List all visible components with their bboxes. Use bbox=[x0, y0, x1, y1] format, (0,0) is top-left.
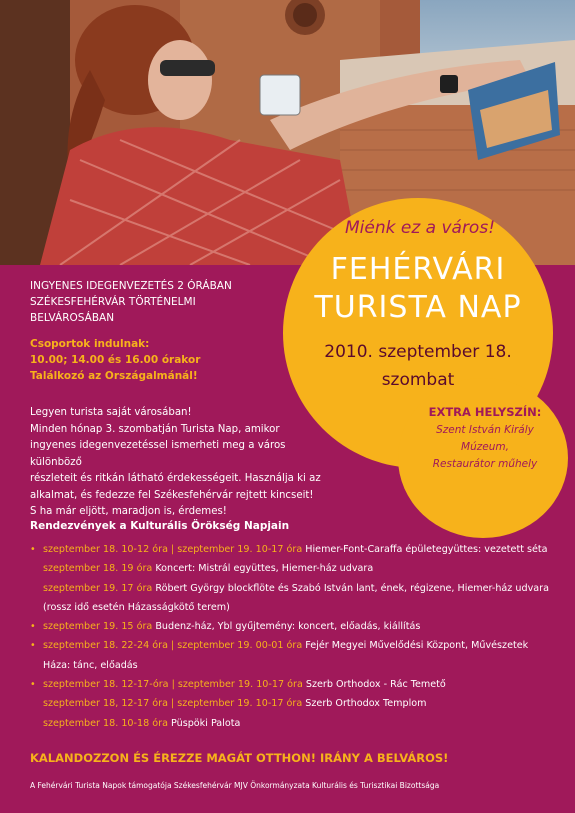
event-date-time: szeptember 18. 19 óra bbox=[43, 563, 153, 575]
event-description: Hiemer-Font-Caraffa épületegyüttes: vezetett séta bbox=[305, 544, 548, 555]
event-row bbox=[30, 598, 555, 617]
event-date-time: szeptember 18. 10-18 óra bbox=[43, 717, 168, 729]
extra-location-text bbox=[405, 422, 565, 473]
event-date-time: szeptember 18. 10-12 óra | szeptember 19. 10-17 óra bbox=[43, 544, 303, 555]
event-description: Szerb Orthodox Templom bbox=[305, 698, 427, 710]
event-date: 2010. szeptember 18. bbox=[324, 342, 512, 362]
extra-line-3: Restaurátor műhely bbox=[432, 458, 538, 470]
event-day: szombat bbox=[381, 370, 455, 390]
event-title-line1: FEHÉRVÁRI bbox=[330, 252, 506, 287]
event-date-time: szeptember 18. 22-24 óra | szeptember 19. 00-01 óra bbox=[43, 640, 303, 652]
event-description: Koncert: Mistrál együttes, Hiemer-ház udvara bbox=[155, 563, 374, 575]
free-tour-text bbox=[30, 278, 280, 326]
free-tour-line-2: SZÉKESFEHÉRVÁR TÖRTÉNELMI bbox=[30, 296, 196, 308]
extra-line-1: Szent István Király bbox=[436, 424, 534, 436]
free-tour-line-1: INGYENES IDEGENVEZETÉS 2 ÓRÁBAN bbox=[30, 280, 232, 292]
sponsor-footer: A Fehérvári Turista Napok támogatója Székesfehérvár MJV Önkormányzata Kulturális és Turisztikai Bizottsága bbox=[30, 781, 440, 790]
events-list bbox=[30, 540, 555, 733]
bullet-icon: • bbox=[30, 621, 36, 633]
intro-line-1: Legyen turista saját városában! bbox=[30, 407, 192, 418]
bullet-icon: • bbox=[30, 640, 36, 652]
intro-line-6: S ha már eljött, maradjon is, érdemes! bbox=[30, 506, 227, 517]
intro-line-2: Minden hónap 3. szombatján Turista Nap, amikor bbox=[30, 423, 280, 435]
event-description: Budenz-ház, Ybl gyűjtemény: koncert, előadás, kiállítás bbox=[155, 621, 421, 633]
event-description: Fejér Megyei Művelődési Központ, Művészetek bbox=[305, 640, 529, 652]
event-row bbox=[30, 540, 555, 559]
event-description: Röbert György blockflöte és Szabó István lant, ének, régizene, Hiemer-ház udvara bbox=[155, 582, 549, 594]
event-row bbox=[30, 694, 555, 713]
event-row bbox=[30, 656, 555, 675]
bullet-icon: • bbox=[30, 679, 36, 691]
extra-line-2: Múzeum, bbox=[461, 441, 509, 453]
intro-line-4: részleteit és ritkán látható érdekességeit. Használja ki az bbox=[30, 473, 321, 484]
event-title-line2: TURISTA NAP bbox=[314, 290, 522, 325]
event-row bbox=[30, 617, 555, 636]
event-date-time: szeptember 18, 12-17 óra | szeptember 19. 10-17 óra bbox=[43, 698, 303, 710]
event-row bbox=[30, 714, 555, 733]
event-description: (rossz idő esetén Házasságkötő terem) bbox=[43, 601, 230, 613]
event-row bbox=[30, 579, 555, 598]
groups-line-2: 10.00; 14.00 és 16.00 órakor bbox=[30, 354, 201, 366]
event-description: Püspöki Palota bbox=[171, 717, 241, 729]
events-heading: Rendezvények a Kulturális Örökség Napjain bbox=[30, 520, 290, 532]
event-row bbox=[30, 559, 555, 578]
event-description: Szerb Orthodox - Rác Temető bbox=[305, 679, 446, 691]
groups-line-3: Találkozó az Országalmánál! bbox=[30, 370, 198, 382]
call-to-action: KALANDOZZON ÉS ÉREZZE MAGÁT OTTHON! IRÁNY A BELVÁROS! bbox=[30, 751, 449, 765]
groups-line-1: Csoportok indulnak: bbox=[30, 338, 150, 350]
bullet-icon: • bbox=[30, 544, 36, 555]
event-date-time: szeptember 19. 17 óra bbox=[43, 582, 153, 594]
event-row bbox=[30, 675, 555, 694]
event-description: Háza: tánc, előadás bbox=[43, 659, 138, 671]
intro-paragraph bbox=[30, 405, 325, 521]
free-tour-line-3: BELVÁROSÁBAN bbox=[30, 312, 115, 324]
event-row bbox=[30, 636, 555, 655]
intro-line-3: ingyenes idegenvezetéssel ismerheti meg a város különböző bbox=[30, 440, 286, 468]
intro-line-5: alkalmat, és fedezze fel Székesfehérvár rejtett kincseit! bbox=[30, 489, 314, 501]
event-date-time: szeptember 19. 15 óra bbox=[43, 621, 153, 633]
extra-location-heading: EXTRA HELYSZÍN: bbox=[428, 405, 542, 419]
group-times bbox=[30, 336, 300, 384]
event-date-time: szeptember 18. 12-17-óra | szeptember 19. 10-17 óra bbox=[43, 679, 303, 691]
slogan: Miénk ez a város! bbox=[344, 218, 496, 238]
